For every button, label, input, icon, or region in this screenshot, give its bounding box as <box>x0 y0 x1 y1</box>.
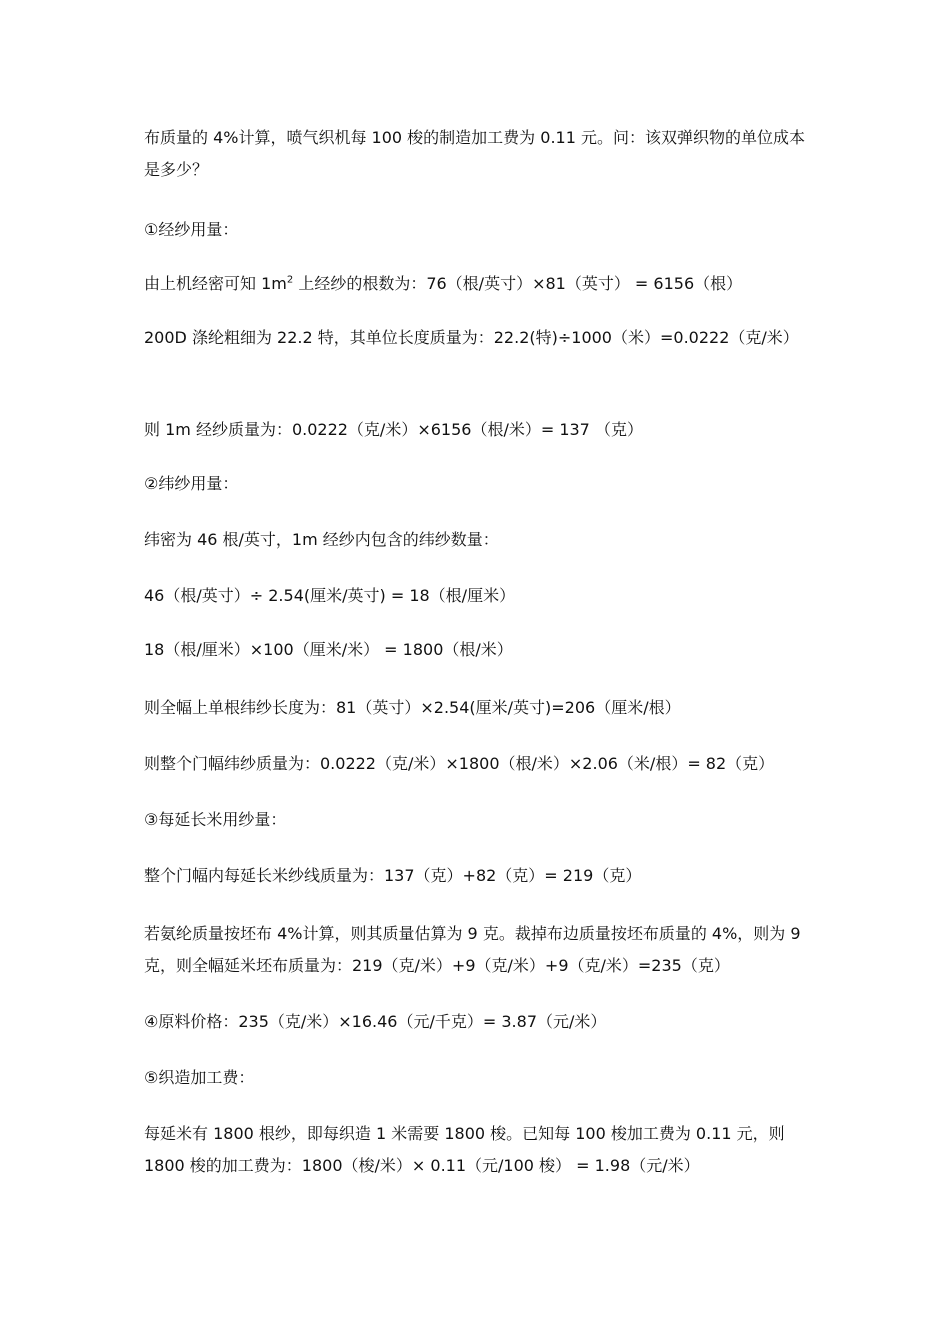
paragraph-greige-mass: 若氨纶质量按坯布 4%计算，则其质量估算为 9 克。裁掉布边质量按坯布质量的 4%，则为 9 克，则全幅延米坯布质量为：219（克/米）+9（克/米）+9（克/米）=235（克） <box>144 924 801 975</box>
paragraph-weft-length: 则全幅上单根纬纱长度为：81（英寸）×2.54(厘米/英寸)=206（厘米/根） <box>144 698 681 717</box>
paragraph-yarn-mass-total: 整个门幅内每延长米纱线质量为：137（克）+82（克）= 219（克） <box>144 866 642 885</box>
heading-warp-usage: ①经纱用量： <box>144 220 239 239</box>
heading-weft-usage: ②纬纱用量： <box>144 474 239 493</box>
heading-weaving-cost: ⑤织造加工费： <box>144 1068 255 1087</box>
paragraph-denier-conversion: 200D 涤纶粗细为 22.2 特，其单位长度质量为：22.2(特)÷1000（米）=0.0222（克/米） <box>144 328 799 347</box>
paragraph-weft-per-m: 18（根/厘米）×100（厘米/米） = 1800（根/米） <box>144 640 513 659</box>
warp-count-text-b: 上经纱的根数为：76（根/英寸）×81（英寸） = 6156（根） <box>293 274 743 293</box>
warp-count-text-a: 由上机经密可知 1m <box>144 274 287 293</box>
superscript-two: 2 <box>286 274 294 286</box>
heading-yarn-per-meter: ③每延长米用纱量： <box>144 810 287 829</box>
paragraph-warp-count <box>144 268 810 300</box>
paragraph-weaving-cost-calc: 每延米有 1800 根纱，即每织造 1 米需要 1800 梭。已知每 100 梭加工费为 0.11 元，则1800 梭的加工费为：1800（梭/米）× 0.11（元/100 梭） = 1.98（元/米） <box>144 1124 785 1175</box>
paragraph-warp-mass: 则 1m 经纱质量为：0.0222（克/米）×6156（根/米）= 137 （克） <box>144 420 643 439</box>
paragraph-problem-continuation: 布质量的 4%计算，喷气织机每 100 梭的制造加工费为 0.11 元。问：该双弹织物的单位成本是多少？ <box>144 128 805 179</box>
paragraph-raw-material-price: ④原料价格：235（克/米）×16.46（元/千克）= 3.87（元/米） <box>144 1012 607 1031</box>
paragraph-weft-per-cm: 46（根/英寸）÷ 2.54(厘米/英寸) = 18（根/厘米） <box>144 586 516 605</box>
paragraph-weft-mass: 则整个门幅纬纱质量为：0.0222（克/米）×1800（根/米）×2.06（米/根）= 82（克） <box>144 754 775 773</box>
paragraph-weft-density: 纬密为 46 根/英寸，1m 经纱内包含的纬纱数量： <box>144 530 499 549</box>
